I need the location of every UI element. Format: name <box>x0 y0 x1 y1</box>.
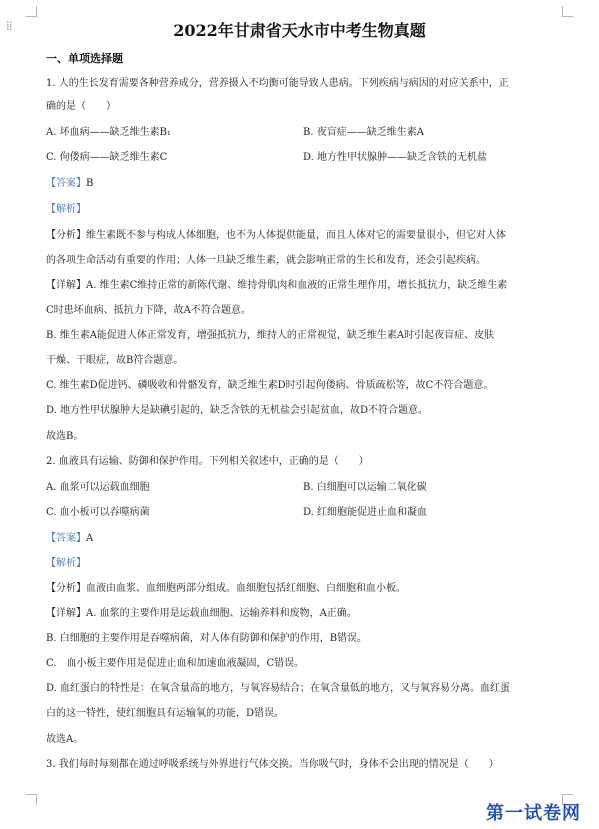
q2-detail-line-3: C. 血小板主要作用是促进止血和加速血液凝固，C错误。 <box>46 658 305 669</box>
q2-detail-line-5: 白的这一特性，使红细胞具有运输氧的功能，D错误。 <box>46 708 285 719</box>
answer-label: 【答案】 <box>46 533 86 544</box>
watermark-text: 第一试卷网 <box>486 803 581 824</box>
watermark <box>0 797 599 829</box>
q1-detail-line-2: C时患坏血病、抵抗力下降，故A不符合题意。 <box>46 305 251 316</box>
q1-answer <box>46 177 93 191</box>
q2-conclusion: 故选A。 <box>46 734 84 745</box>
document-title: 2022年甘肃省天水市中考生物真题 <box>173 21 426 40</box>
q1-detail-line-1: 【详解】A. 维生素C维持正常的新陈代谢、维持骨肌肉和血液的正常生理作用，增长抵抗力，缺乏维生素 <box>46 280 508 291</box>
q2-detail-line-4: D. 血红蛋白的特性是：在氧含量高的地方，与氧容易结合；在氧含量低的地方，又与氧容易分离。血红蛋 <box>46 683 511 694</box>
q1-option-a: A. 坏血病——缺乏维生素B₁ <box>46 127 171 138</box>
q2-answer-value: A <box>86 533 94 544</box>
q1-option-b: B. 夜盲症——缺乏维生素A <box>303 127 424 138</box>
q1-option-c: C. 佝偻病——缺乏维生素C <box>46 152 168 163</box>
q2-option-a: A. 血浆可以运载血细胞 <box>46 482 150 493</box>
q2-analysis-line-1: 【分析】血液由血浆、血细胞两部分组成。血细胞包括红细胞、白细胞和血小板。 <box>46 583 406 594</box>
q1-stem-line-2: 确的是（ ） <box>46 101 116 112</box>
q1-analysis-label: 【解析】 <box>46 204 86 215</box>
crop-mark-top-left <box>26 6 37 17</box>
section-heading: 一、单项选择题 <box>46 52 123 65</box>
q2-answer <box>46 532 93 546</box>
q3-stem: 3. 我们每时每刻都在通过呼吸系统与外界进行气体交换。当你吸气时，身体不会出现的情况是（ ） <box>46 759 499 770</box>
crop-mark-top-right <box>562 6 573 17</box>
q2-stem: 2. 血液具有运输、防御和保护作用。下列相关叙述中，正确的是（ ） <box>46 456 369 467</box>
q1-stem-line-1: 1. 人的生长发育需要各种营养成分，营养摄入不均衡可能导致人患病。下列疾病与病因的对应关系中，正 <box>46 78 509 89</box>
q2-option-d: D. 红细胞能促进止血和凝血 <box>303 507 428 518</box>
q2-detail-line-1: 【详解】A. 血浆的主要作用是运载血细胞、运输养料和废物，A正确。 <box>46 608 357 619</box>
q2-analysis-label: 【解析】 <box>46 558 86 569</box>
q1-answer-value: B <box>86 178 94 189</box>
q1-detail-line-5: C. 维生素D促进钙、磷吸收和骨骼发育，缺乏维生素D时引起佝偻病、骨质疏松等，故C不符合题意。 <box>46 380 494 391</box>
crop-mark-bottom-right <box>562 794 573 805</box>
q2-option-c: C. 血小板可以吞噬病菌 <box>46 507 150 518</box>
q2-detail-line-2: B. 白细胞的主要作用是吞噬病菌，对人体有防御和保护的作用，B错误。 <box>46 633 368 644</box>
q1-detail-line-3: B. 维生素A能促进人体正常发育，增强抵抗力，维持人的正常视觉，缺乏维生素A时引起夜盲症、皮肤 <box>46 330 495 341</box>
q1-analysis-line-2: 的各项生命活动有重要的作用；人体一旦缺乏维生素，就会影响正常的生长和发育，还会引起疾病。 <box>46 255 486 266</box>
drag-handle-icon[interactable]: ⁞⁞ <box>6 19 12 33</box>
crop-mark-bottom-left <box>26 794 37 805</box>
q1-detail-line-6: D. 地方性甲状腺肿大是缺碘引起的，缺乏含铁的无机盐会引起贫血，故D不符合题意。 <box>46 405 429 416</box>
q1-analysis-line-1: 【分析】维生素既不参与构成人体细胞，也不为人体提供能量，而且人体对它的需要量很小，但它对人体 <box>46 230 506 241</box>
q2-option-b: B. 白细胞可以运输二氧化碳 <box>303 482 427 493</box>
q1-detail-line-4: 干燥、干眼症，故B符合题意。 <box>46 355 184 366</box>
q1-conclusion: 故选B。 <box>46 431 84 442</box>
answer-label: 【答案】 <box>46 178 86 189</box>
q1-option-d: D. 地方性甲状腺肿——缺乏含铁的无机盐 <box>303 152 488 163</box>
